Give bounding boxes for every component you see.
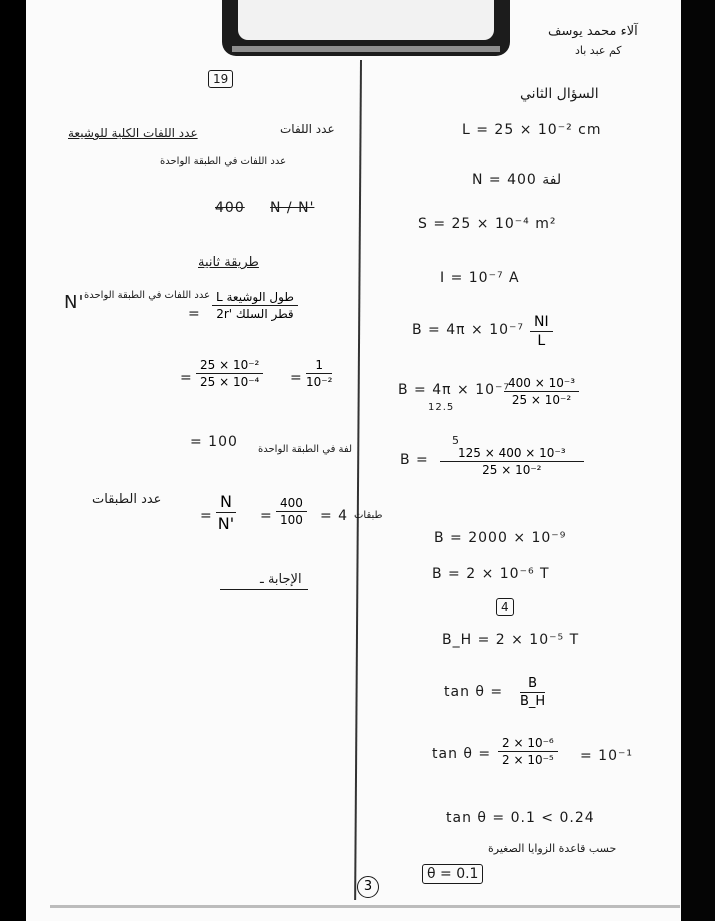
clipboard-clip-bar xyxy=(232,46,500,52)
layers-unit: طبقات xyxy=(354,510,383,521)
paper-bottom-edge xyxy=(50,905,680,908)
equals-sign: = xyxy=(260,508,273,524)
equals-sign: = xyxy=(200,508,213,524)
tan-den: B_H xyxy=(520,694,546,709)
B-sub-lhs: B = 4π × 10⁻⁷ xyxy=(398,382,511,398)
tan2-den: 2 × 10⁻⁵ xyxy=(502,753,554,767)
tan-lhs: tan θ = xyxy=(444,684,504,700)
layers-num2: 400 xyxy=(276,496,307,512)
step2-den: 25 × 10⁻⁴ xyxy=(200,375,260,389)
student-name: آلاء محمد يوسف xyxy=(548,24,638,39)
student-school: كم عبد باد xyxy=(575,44,622,57)
B-formula-fraction xyxy=(530,314,553,349)
ratio-label-right: عدد اللفات xyxy=(280,122,335,136)
step2-res-den: 10⁻² xyxy=(306,375,333,389)
equals-sign: = xyxy=(290,370,303,386)
B-formula-den: L xyxy=(537,333,546,349)
tan2-num: 2 × 10⁻⁶ xyxy=(498,736,558,752)
eq-I: I = 10⁻⁷ A xyxy=(440,270,520,286)
final-answer-box: θ = 0.1 xyxy=(422,864,483,884)
step3-label: لفة في الطبقة الواحدة xyxy=(258,444,353,455)
B-sub-den: 25 × 10⁻² xyxy=(511,393,572,407)
question-title: السؤال الثاني xyxy=(520,86,599,102)
B-sub-note: 12.5 xyxy=(428,402,455,413)
crossed-fraction: N / N' xyxy=(270,200,315,216)
layers-result: = 4 xyxy=(320,508,349,524)
B-simpl-mark: 5 xyxy=(452,434,460,447)
nprime-label: عدد اللفات في الطبقة الواحدة xyxy=(84,290,211,301)
B-formula-lhs: B = 4π × 10⁻⁷ xyxy=(412,322,525,338)
equals-sign: = xyxy=(188,306,201,322)
B-simpl-lhs: B = xyxy=(400,452,429,468)
crossed-value: 400 xyxy=(215,200,245,216)
layers-den2: 100 xyxy=(280,513,303,527)
tan2-fraction xyxy=(498,736,558,767)
eq-N: N = 400 لفة xyxy=(472,172,562,188)
clipboard-clip-inner xyxy=(238,0,494,40)
B-simpl-num: 125 × 400 × 10⁻³ xyxy=(440,446,584,462)
B-sub-fraction xyxy=(504,376,579,407)
step2-result xyxy=(306,358,332,389)
nprime-fraction-den: 2r' قطر السلك xyxy=(216,307,294,321)
step3-result: = 100 xyxy=(190,434,238,450)
step2-num: 25 × 10⁻² xyxy=(196,358,263,374)
eq-BH: B_H = 2 × 10⁻⁵ T xyxy=(442,632,580,648)
ratio-label-bottom: عدد اللفات في الطبقة الواحدة xyxy=(160,156,287,167)
eq-L: L = 25 × 10⁻² cm xyxy=(462,122,602,138)
page-number-box: 19 xyxy=(208,70,233,88)
B-result-2: B = 2 × 10⁻⁶ T xyxy=(432,566,550,582)
section-box-number: 4 xyxy=(496,598,514,616)
tan-fraction xyxy=(520,676,545,709)
page-circle-number: 3 xyxy=(357,876,379,898)
small-angle-note: حسب قاعدة الزوايا الصغيرة xyxy=(488,842,617,855)
B-sub-num: 400 × 10⁻³ xyxy=(504,376,579,392)
B-result-1: B = 2000 × 10⁻⁹ xyxy=(434,530,567,546)
step2-res-num: 1 xyxy=(306,358,332,374)
layers-label: عدد الطبقات xyxy=(92,492,162,507)
tan2-result: = 10⁻¹ xyxy=(580,748,633,764)
final-label: الإجابة ـ xyxy=(220,572,308,590)
layers-num: N xyxy=(216,492,236,513)
nprime-fraction xyxy=(212,290,298,321)
B-formula-num: NI xyxy=(530,314,553,332)
layers-fraction-values xyxy=(276,496,307,527)
tan3-line: tan θ = 0.1 < 0.24 xyxy=(446,810,595,826)
background-edge xyxy=(681,0,715,921)
ratio-label-top: عدد اللفات الكلية للوشيعة xyxy=(68,126,198,140)
layers-den: N' xyxy=(217,514,235,533)
eq-S: S = 25 × 10⁻⁴ m² xyxy=(418,216,557,232)
nprime-symbol: N' xyxy=(64,292,85,313)
step2-fraction xyxy=(196,358,263,389)
layers-fraction xyxy=(216,492,236,533)
method-heading: طريقة ثانية xyxy=(198,255,259,270)
tan-num: B xyxy=(520,676,545,693)
equals-sign: = xyxy=(180,370,193,386)
B-simpl-fraction xyxy=(440,446,584,477)
tan2-lhs: tan θ = xyxy=(432,746,492,762)
nprime-fraction-num: L طول الوشيعة xyxy=(212,290,298,306)
B-simpl-den: 25 × 10⁻² xyxy=(482,463,542,477)
